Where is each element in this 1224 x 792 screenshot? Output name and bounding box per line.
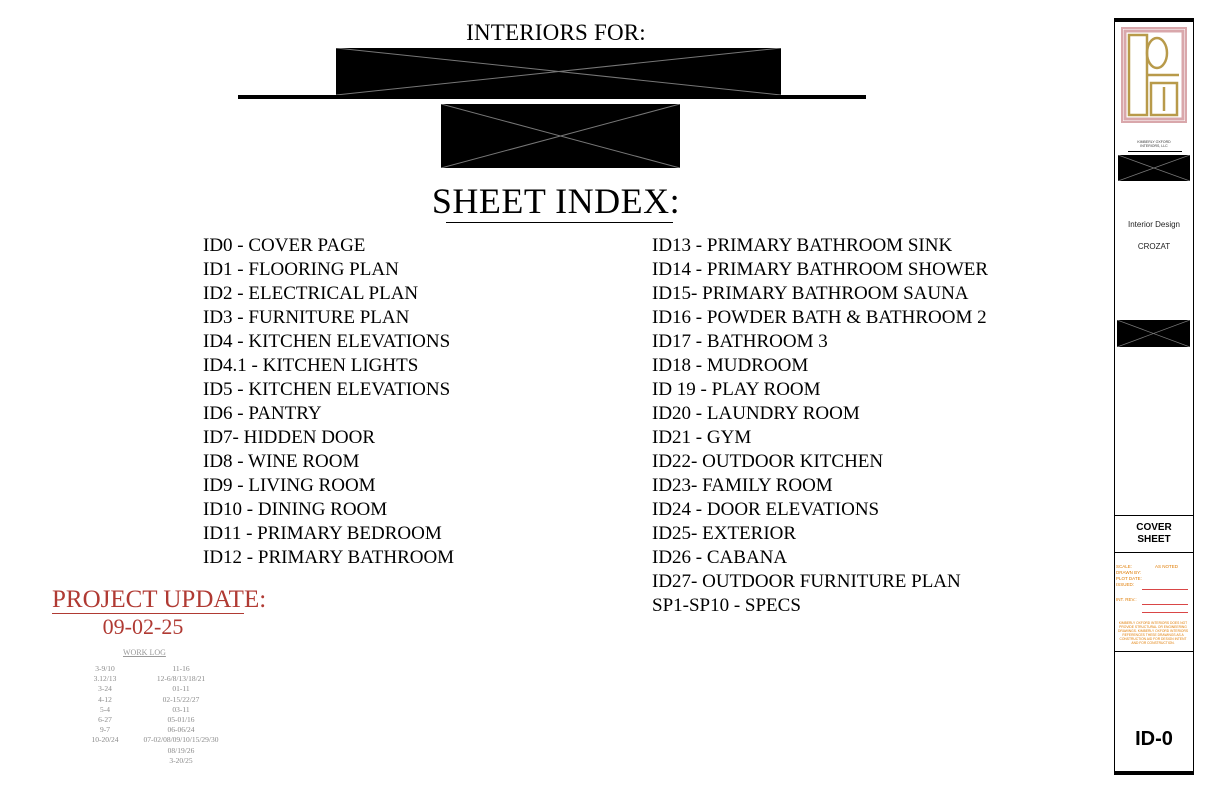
work-log-entry: 03-11 [172,704,190,714]
sheet-index-item: ID16 - POWDER BATH & BATHROOM 2 [652,307,987,328]
title-block-divider [1114,515,1194,516]
work-log-entry: 11-16 [172,664,190,673]
work-log-entry: 3.12/13 [93,674,117,684]
work-log-entry: 3-24 [98,684,112,694]
work-log-title: WORK LOG [123,648,166,657]
work-log-entry: 6-27 [98,715,112,725]
sheet-index-item: ID27- OUTDOOR FURNITURE PLAN [652,571,961,592]
sheet-index-title: SHEET INDEX: [431,181,681,221]
redacted-title-block-stamp [1117,320,1190,347]
title-block-divider [1114,552,1194,553]
sheet-index-item: ID17 - BATHROOM 3 [652,331,828,352]
sheet-index-item: ID0 - COVER PAGE [203,235,366,256]
work-log-entry: 9-7 [100,725,110,735]
work-log-entry: 3-9/10 [95,664,115,673]
project-update-date: 09-02-25 [102,614,184,639]
sheet-index-item: SP1-SP10 - SPECS [652,595,801,616]
plot-date-label: PLOT DATE: [1116,576,1142,581]
work-log-entry: 06-06/24 [167,725,195,735]
firm-name: KIMBERLY OXFORD INTERIORS, LLC [1137,140,1171,148]
sheet-index-item: ID8 - WINE ROOM [203,451,360,472]
work-log-entry: 07-02/08/09/10/15/29/30 [143,735,219,745]
sheet-index-left-column [203,234,454,570]
sheet-index-item: ID12 - PRIMARY BATHROOM [203,547,455,568]
drawn-by-label: DRAWN BY: [1116,570,1142,575]
sheet-index-item: ID5 - KITCHEN ELEVATIONS [203,379,451,400]
sheet-index-item: ID24 - DOOR ELEVATIONS [652,499,880,520]
revision-line [1142,612,1188,613]
project-update-title: PROJECT UPDATE: [52,586,267,613]
sheet-index-item: ID20 - LAUNDRY ROOM [652,403,860,424]
interiors-for-title: INTERIORS FOR: [466,20,646,45]
sheet-index-item: ID14 - PRIMARY BATHROOM SHOWER [652,259,989,280]
redacted-title-block-logo [1118,155,1190,181]
sheet-index-item: ID10 - DINING ROOM [203,499,388,520]
sheet-index-item: ID23- FAMILY ROOM [652,475,833,496]
title-block-divider [1114,651,1194,652]
work-log-entry: 08/19/26 [167,745,195,755]
work-log-entry: 3-20/25 [169,755,193,765]
work-log-entry: 01-11 [172,684,190,694]
firm-rule [1128,151,1182,152]
sheet-index-item: ID7- HIDDEN DOOR [203,427,376,448]
sheet-index-item: ID11 - PRIMARY BEDROOM [203,523,442,544]
sheet-title: COVER SHEET [1136,522,1172,545]
work-log-entry: 02-15/22/27 [162,694,200,704]
sheet-index-item: ID9 - LIVING ROOM [203,475,376,496]
redacted-client-name [336,48,781,95]
sheet-index-item: ID2 - ELECTRICAL PLAN [203,283,419,304]
sheet-index-item: ID13 - PRIMARY BATHROOM SINK [652,235,953,256]
sheet-index-item: ID6 - PANTRY [203,403,322,424]
discipline-label: Interior Design [1127,220,1181,229]
work-log-entry: 5-4 [100,704,110,714]
revision-line [1142,604,1188,605]
sheet-index-item: ID22- OUTDOOR KITCHEN [652,451,884,472]
title-block [1114,18,1194,775]
disclaimer-note: KIMBERLY OXFORD INTERIORS DOES NOT PROVIDE STRUCTURAL OR ENGINEERING DRAWINGS. KIMBERLY OXFORD INTERIORS REFERENCES THESE DRAWINGS AS A CONSTRUCTION AID FOR DESIGN INTENT AND FOR CONSTRUCTION. [1117,621,1189,646]
sheet-index-item: ID1 - FLOORING PLAN [203,259,399,280]
scale-value: AS NOTED [1155,564,1179,569]
sheet-index-item: ID4 - KITCHEN ELEVATIONS [203,331,451,352]
redacted-project-address [441,104,680,168]
sheet-index-item: ID26 - CABANA [652,547,788,568]
project-name: CROZAT [1137,242,1171,251]
scale-label: SCALE: [1116,564,1133,569]
sheet-index-underline [446,222,673,223]
issued-label: ISSUED: [1116,582,1135,587]
revision-label: INT. REV.: [1116,597,1137,602]
sheet-index-item: ID 19 - PLAY ROOM [652,379,821,400]
work-log-left-column [82,664,128,746]
work-log-entry: 05-01/16 [167,715,195,725]
work-log-right-column [136,664,226,766]
work-log-entry: 10-20/24 [91,735,119,745]
sheet-index-item: ID3 - FURNITURE PLAN [203,307,410,328]
sheet-index-item: ID15- PRIMARY BATHROOM SAUNA [652,283,969,304]
sheet-index-right-column [652,234,988,618]
sheet-index-item: ID21 - GYM [652,427,752,448]
issued-line [1142,589,1188,590]
sheet-index-item: ID18 - MUDROOM [652,355,809,376]
sheet-number: ID-0 [1135,728,1173,750]
work-log-entry: 4-12 [98,694,112,704]
firm-logo [1121,27,1187,123]
header-rule [238,95,866,99]
sheet-index-item: ID4.1 - KITCHEN LIGHTS [203,355,419,376]
sheet-index-item: ID25- EXTERIOR [652,523,797,544]
work-log-entry: 12-6/8/13/18/21 [156,674,206,684]
